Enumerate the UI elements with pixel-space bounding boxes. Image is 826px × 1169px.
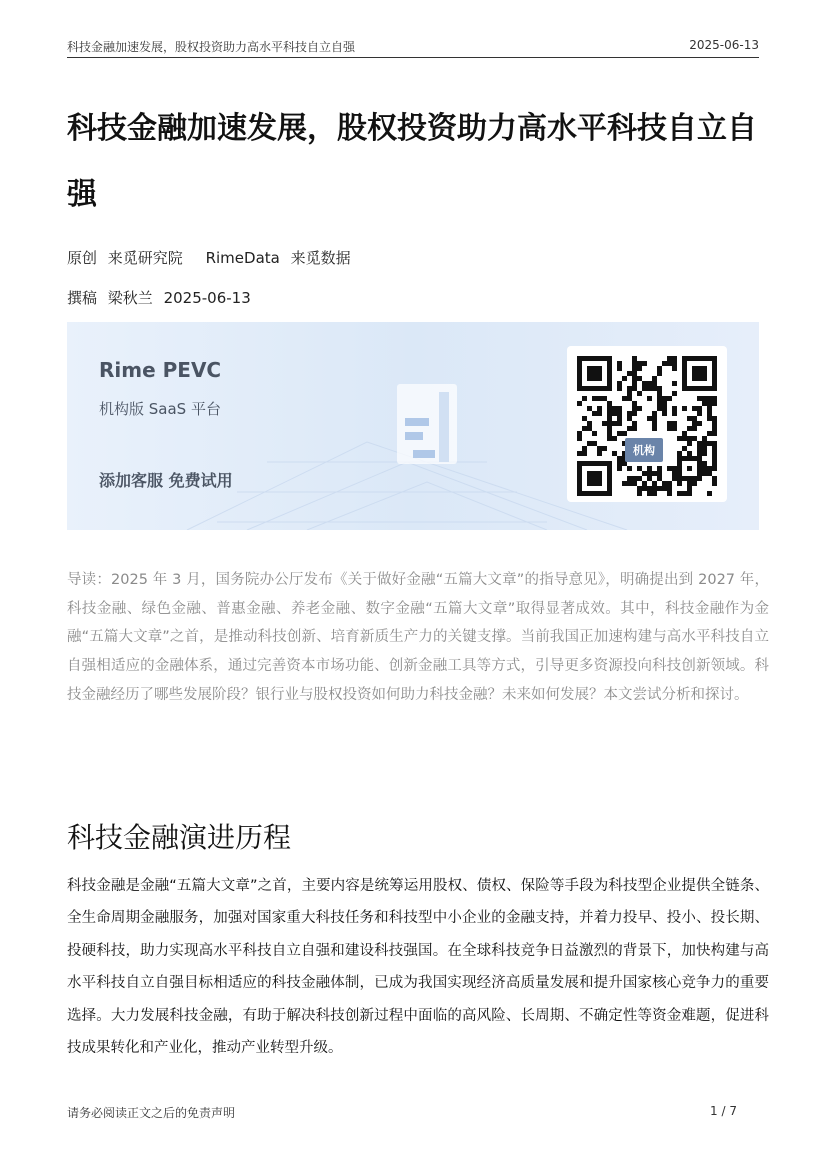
section-heading: 科技金融演进历程 <box>67 821 292 854</box>
byline <box>67 247 357 268</box>
credit-date: 2025-06-13 <box>163 289 251 307</box>
byline-brand-cn[interactable]: 来觅数据 <box>290 249 351 267</box>
running-header-date: 2025-06-13 <box>689 38 759 52</box>
credit-line <box>67 287 257 308</box>
banner-brand: Rime PEVC <box>99 358 222 382</box>
running-header-title: 科技金融加速发展，股权投资助力高水平科技自立自强 <box>67 40 356 54</box>
qr-code-icon[interactable] <box>567 346 727 502</box>
footer-disclaimer: 请务必阅读正文之后的免责声明 <box>67 1106 236 1120</box>
byline-original: 原创 <box>67 249 98 267</box>
credit-author: 梁秋兰 <box>107 289 153 307</box>
byline-institute[interactable]: 来觅研究院 <box>107 249 183 267</box>
article-title: 科技金融加速发展，股权投资助力高水平科技自立自强 <box>67 111 757 212</box>
qr-code-graphic <box>567 346 727 502</box>
banner-cta[interactable]: 添加客服 免费试用 <box>99 471 233 490</box>
running-header <box>67 38 759 58</box>
article-lead: 导读：2025 年 3 月，国务院办公厅发布《关于做好金融“五篇大文章”的指导意见》，明确提出到 2027 年，科技金融、绿色金融、普惠金融、养老金融、数字金融“五篇大文章”取得显著成效。其中，科技金融作为金融“五篇大文章”之首，是推动科技创新、培育新质生产力的关键支撑。当前我国正加速构建与高水平科技自立自强相适应的金融体系，通过完善资本市场功能、创新金融工具等方式，引导更多资源投向科技创新领域。科技金融经历了哪些发展阶段？银行业与股权投资如何助力科技金融？未来如何发展？本文尝试分析和探讨。 <box>67 572 769 703</box>
byline-brand-en[interactable]: RimeData <box>205 249 280 267</box>
credit-label: 撰稿 <box>67 289 98 307</box>
qr-label: 机构 <box>625 438 663 462</box>
promo-banner[interactable] <box>67 322 759 530</box>
running-footer <box>67 1104 737 1121</box>
footer-page-number: 1 / 7 <box>710 1104 737 1118</box>
banner-subtitle: 机构版 SaaS 平台 <box>99 400 221 418</box>
section-body: 科技金融是金融“五篇大文章”之首，主要内容是统筹运用股权、债权、保险等手段为科技型企业提供全链条、全生命周期金融服务，加强对国家重大科技任务和科技型中小企业的金融支持，并着力投早、投小、投长期、投硬科技，助力实现高水平科技自立自强和建设科技强国。在全球科技竞争日益激烈的背景下，加快构建与高水平科技自立自强目标相适应的科技金融体制，已成为我国实现经济高质量发展和提升国家核心竞争力的重要选择。大力发展科技金融，有助于解决科技创新过程中面临的高风险、长周期、不确定性等资金难题，促进科技成果转化和产业化，推动产业转型升级。 <box>67 878 769 1057</box>
